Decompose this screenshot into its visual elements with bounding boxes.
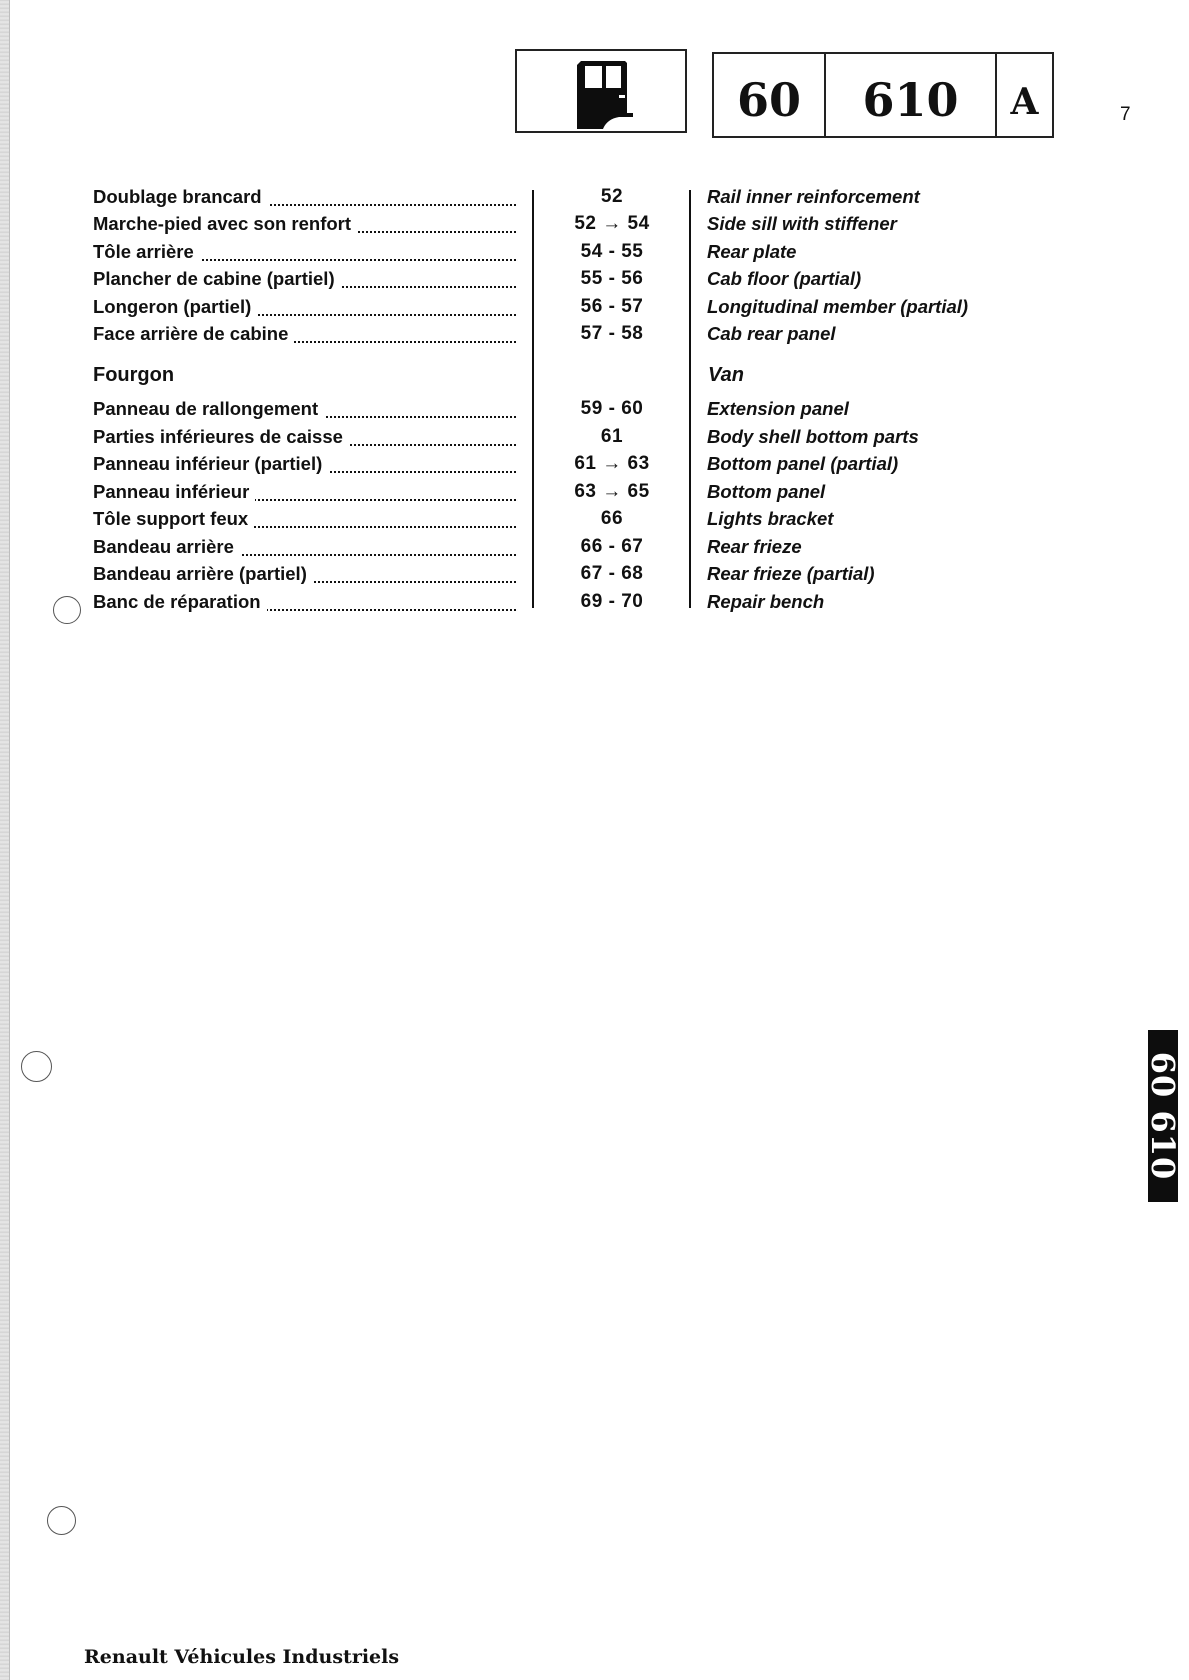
row-pages: 56 - 57 (580, 296, 644, 317)
contents-row (0, 296, 1189, 323)
row-pages: 54 - 55 (580, 241, 644, 262)
row-title-en: Bottom panel (707, 481, 826, 502)
contents-row (0, 426, 1189, 453)
contents-row (0, 453, 1189, 480)
row-title-fr: Banc de réparation (93, 591, 267, 612)
row-pages: 55 - 56 (580, 268, 644, 289)
row-title-en: Longitudinal member (partial) (707, 296, 969, 317)
row-title-en: Cab rear panel (707, 323, 836, 344)
contents-row (0, 481, 1189, 508)
row-title-fr-cell (93, 186, 516, 208)
contents-row (0, 241, 1189, 268)
row-title-fr-cell (93, 536, 516, 558)
ref-section: 60 (714, 54, 826, 136)
row-title-en: Lights bracket (707, 508, 834, 529)
row-title-en: Cab floor (partial) (707, 268, 862, 289)
row-pages: 57 - 58 (580, 323, 644, 344)
contents-row (0, 563, 1189, 590)
row-title-fr-cell (93, 591, 516, 613)
punch-hole (47, 1506, 76, 1535)
section-heading-fr: Fourgon (93, 364, 175, 386)
row-title-en: Rear plate (707, 241, 797, 262)
contents-row (0, 398, 1189, 425)
row-title-en: Repair bench (707, 591, 825, 612)
punch-hole (21, 1051, 52, 1082)
row-title-fr: Marche-pied avec son renfort (93, 213, 357, 234)
row-pages: 61 → 63 (574, 453, 650, 474)
row-title-fr-cell (93, 268, 516, 290)
contents-row (0, 186, 1189, 213)
row-pages: 52 (600, 186, 624, 207)
contents-row (0, 591, 1189, 618)
row-title-en: Rail inner reinforcement (707, 186, 920, 207)
footer-publisher: Renault Véhicules Industriels (84, 1646, 400, 1668)
row-title-fr: Bandeau arrière (partiel) (93, 563, 313, 584)
row-title-fr-cell (93, 508, 516, 530)
row-pages: 69 - 70 (580, 591, 644, 612)
row-title-en: Bottom panel (partial) (707, 453, 899, 474)
row-pages: 61 (600, 426, 624, 447)
row-title-fr-cell (93, 296, 516, 318)
row-title-fr-cell (93, 213, 516, 235)
row-pages: 66 - 67 (580, 536, 644, 557)
row-title-fr: Panneau inférieur (93, 481, 255, 502)
row-title-fr-cell (93, 426, 516, 448)
section-heading-en: Van (708, 364, 744, 386)
row-pages: 59 - 60 (580, 398, 644, 419)
cab-door-icon (573, 55, 635, 131)
row-title-en: Rear frieze (707, 536, 802, 557)
row-pages: 63 → 65 (574, 481, 650, 502)
row-title-fr: Longeron (partiel) (93, 296, 257, 317)
row-title-fr: Panneau de rallongement (93, 398, 324, 419)
row-title-en: Extension panel (707, 398, 849, 419)
ref-letter: A (1010, 81, 1039, 123)
ref-code: 610 (826, 54, 997, 136)
side-index-tab (1144, 1030, 1182, 1202)
row-pages: 66 (600, 508, 624, 529)
row-title-fr: Bandeau arrière (93, 536, 240, 557)
row-title-fr-cell (93, 241, 516, 263)
row-title-fr: Doublage brancard (93, 186, 268, 207)
side-tab-label: 60 610 (1144, 1051, 1182, 1181)
row-title-fr-cell (93, 481, 516, 503)
row-title-fr-cell (93, 323, 516, 345)
row-title-fr-cell (93, 453, 516, 475)
row-title-en: Body shell bottom parts (707, 426, 919, 447)
row-title-fr-cell (93, 563, 516, 585)
contents-row (0, 508, 1189, 535)
contents-row (0, 268, 1189, 295)
page-number: 7 (1120, 104, 1131, 125)
row-title-fr: Plancher de cabine (partiel) (93, 268, 341, 289)
contents-row (0, 213, 1189, 240)
row-title-fr: Face arrière de cabine (93, 323, 294, 344)
row-title-fr: Parties inférieures de caisse (93, 426, 349, 447)
row-title-fr: Panneau inférieur (partiel) (93, 453, 328, 474)
row-title-fr: Tôle support feux (93, 508, 254, 529)
contents-row (0, 323, 1189, 350)
row-title-en: Rear frieze (partial) (707, 563, 875, 584)
vehicle-icon-box (515, 49, 687, 133)
row-pages: 52 → 54 (574, 213, 650, 234)
row-pages: 67 - 68 (580, 563, 644, 584)
row-title-fr-cell (93, 398, 516, 420)
contents-row (0, 536, 1189, 563)
row-title-fr: Tôle arrière (93, 241, 200, 262)
row-title-en: Side sill with stiffener (707, 213, 897, 234)
reference-box (712, 52, 1054, 138)
